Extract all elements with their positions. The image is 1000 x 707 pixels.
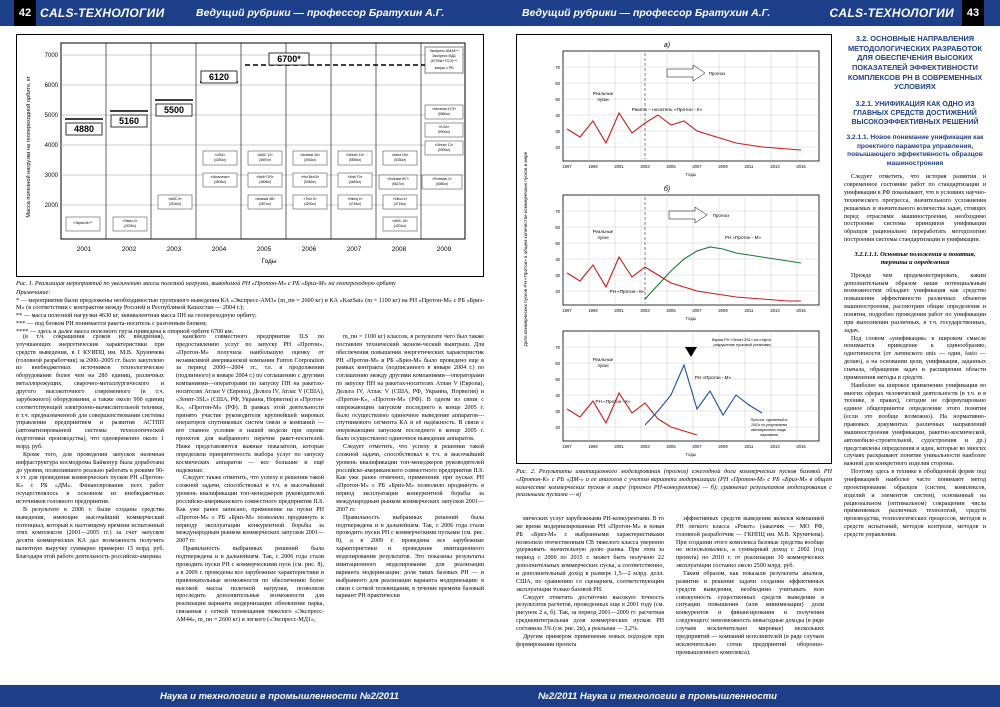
sidebar-p4-text: Наиболее на широкое применение унификации во многих сферах человеческой деятельности (в т.ч. и в технике, в правах), сегодня не сформулировано единое общепринятое определение этого понятия (если это вообще возможно). На нормативно-правовых документах различных направлений машиностроения унификации, ракетно-космической, автомобиле-строительной, судостроения и др.) представлены определения и идеи, которые во многих случаях раскрывают понятие уникальности наиболее важной для конкретного изделия стороны. — [844, 382, 986, 468]
svg-text:60: 60 — [555, 225, 560, 230]
svg-text:«Astra 1M»: «Astra 1M» — [391, 153, 409, 157]
svg-text:2007: 2007 — [346, 246, 362, 253]
svg-text:2015: 2015 — [796, 444, 806, 449]
svg-text:20: 20 — [555, 425, 560, 430]
sidebar-p1-text: Следует отметить, что история развития и современное состояние работ по стандартизации и унификации в РФ показывают, что в условиях научно-технического прогресса, значительного усложнения решаемых и значительного количества задач, стоящих перед отраслями машиностроения, необходимо построение системы принципов унификации образцов рационально переработать методологию построения системы стандартизации и унификации. — [844, 174, 986, 244]
right-column-2 — [676, 516, 824, 676]
sidebar-heading-4: 3.2.1.1.1. Основные положения и понятия, термины и определения — [854, 251, 976, 267]
svg-text:2013: 2013 — [770, 308, 780, 313]
right-col2-p1: эффективных средств выведения являлся компанией РН легкого класса «Рокот» (заказчик — МО РФ, головной разработчик — ГКНПЦ им. М.В. Хруничева). При создании этого комплекса базовые средства вообще не использовались, а суммарный доход с 2002 (год проекта) по 2010 г. от реализации 10 коммерческих эксплуатации составил около 2500 млрд. руб. — [676, 516, 824, 570]
left-col3-p2: Следует отметить, что успеху в решении такой сложной задачи, способствовал в т.ч. и высочайший уровень квалификации топ-менеджеров руководителей российско-американского совместного предприятия ILS. Как уже ранее отмечено, применение при пусках РН «Протон-М» с РБ «Бриз-М» позволило продвинуть в период эксплуатации конкурентной борьбы за международным рынком коммерческих запусков 2001—2007 гг. — [336, 444, 484, 513]
svg-text:«Sirius 4»: «Sirius 4» — [392, 197, 408, 201]
sidebar-heading-2: 3.2.1. УНИФИКАЦИЯ КАК ОДНО ИЗ ГЛАВНЫХ СРЕДСТВ ДОСТИЖЕНИЙ ВЫСОКОЭФФЕКТИВНЫХ РЕШЕНИЙ — [851, 100, 979, 126]
svg-text:(4745кг): (4745кг) — [348, 202, 362, 206]
sidebar-p2-text: Прежде чем продемонстрировать, каким дополнительным образом наши потенциальным возможностям обладает унификация как средство повышения эффективности различных объектов машиностроения, рассмотрим общие определения и понятия, подробно проведения работ по унификации при выполнении различных, в т.ч. государственных, задач. — [844, 272, 986, 334]
svg-text:2004: 2004 — [211, 246, 227, 253]
svg-text:«АМС-9»: «АМС-9» — [168, 197, 182, 201]
svg-text:2001: 2001 — [76, 246, 92, 253]
svg-text:6000: 6000 — [44, 83, 58, 89]
svg-text:2005: 2005 — [666, 308, 676, 313]
svg-text:2001: 2001 — [614, 164, 624, 169]
svg-text:1999: 1999 — [588, 444, 598, 449]
right-page-header — [500, 0, 1000, 26]
svg-text:1999: 1999 — [588, 164, 598, 169]
svg-text:РН «Протон - К»: РН «Протон - К» — [609, 289, 645, 294]
svg-text:2011: 2011 — [744, 444, 754, 449]
svg-text:(5960кг): (5960кг) — [437, 112, 451, 116]
figure-2-chart — [516, 34, 832, 464]
svg-text:Масса полезной нагрузки на гео: Масса полезной нагрузки на геопереходной орбите, кг — [26, 76, 32, 218]
left-column-3 — [336, 334, 484, 674]
svg-text:(4697кг): (4697кг) — [258, 158, 272, 162]
svg-text:2005: 2005 — [666, 164, 676, 169]
svg-text:7000: 7000 — [44, 53, 58, 59]
svg-text:2015: 2015 — [796, 164, 806, 169]
svg-text:70: 70 — [555, 345, 560, 350]
svg-text:(2678кг): (2678кг) — [123, 224, 137, 228]
svg-text:пуски: пуски — [597, 235, 609, 240]
svg-text:а): а) — [663, 42, 671, 49]
sidebar-paragraphs — [844, 273, 986, 540]
svg-text:(4605кг): (4605кг) — [213, 180, 227, 184]
svg-text:4880: 4880 — [73, 124, 95, 134]
figure-1-note-label: Примечание: — [16, 288, 51, 296]
left-running-title: Ведущий рубрики — профессор Братухин А.Г. — [196, 7, 445, 19]
svg-text:50: 50 — [555, 377, 560, 382]
left-col1-p3: В результате в 2006 г. были созданы средства выведения, имеющие высочайший коммерческий потенциал, который к настоящему времени испытанный этих комплексов (2001—2005 гг.) за счет запусков десяти коммерческих КА дал возможность получить валютную выручку суммарно примерно 15 млрд. руб. Благодаря этой работе деятельность российско-америка — [16, 506, 164, 561]
svg-text:60: 60 — [555, 81, 560, 86]
svg-text:(4871кг): (4871кг) — [258, 202, 272, 206]
svg-text:2001г по результатам: 2001г по результатам — [751, 423, 787, 427]
figure-1-chart — [16, 34, 484, 277]
left-col2-p1: канского совместного предприятия ILS по предоставлению услуг по запуску РН «Протон», «Протон-М» получила наибольшую оценку от независимой американской компании Futron Corporation за период 2000—2004 гг., т.е. в продолжении (подлинного) в январе 2004 г.) по соглашению с другими компаниями—операторами по запуску ПН на ракетах-носителях Атлан V (Европа), Дельта IV, Атлас V (США), «Зенит-3SL» (США, РФ, Украина, Норвегия) и «Протон-К», «Протон-М» (РФ). В рамках этой деятельности принято участие руководителя крупнейшей мировых операторов спутниковых систем связи и компаний — вот главное условие в нашей модели при оценке проектов для выбранного перечня ракет-носителей. Ниже представляются важные показатели, которые определяли приоритетность выбора услуг по запуску космических аппаратов — все большие и ещё надежные. — [176, 334, 324, 474]
svg-text:Взрыв РН «Зенит-3SL» на старте: Взрыв РН «Зенит-3SL» на старте, — [711, 338, 773, 342]
sidebar-p3-text: Под словом «унификация» в широком смысле понимается приведение к единообразию, однотипности (от латинского unis — один, fasio — делаю), а на основании цели, унификация, заданных сначала, обращения задач и расширения области применения методы и средств. — [844, 335, 986, 381]
right-footer-label: №2/2011 Наука и технологии в промышленности — [538, 690, 777, 702]
svg-text:1997: 1997 — [562, 308, 572, 313]
right-brand-label: CALS-ТЕХНОЛОГИИ — [829, 6, 954, 20]
svg-text:Доля коммерческих пусков РН «П: Доля коммерческих пусков РН «Протон» в общем количестве коммерческих пусков в мире — [523, 151, 528, 347]
sidebar-section — [844, 34, 986, 540]
svg-text:2003: 2003 — [640, 308, 650, 313]
left-col2-p3: Правильность выбранных решений была подтверждена и в дальнейшем. Так, с 2006 года стали проводить пуски РН с коммерческими пуск (см. рис. 8), а в 2009 г. проведены все зарубежные характеристики и привлекательные возможности по обеспечению более высокой массы полезной нагрузки, позволили проследить дополнительные возможности для реализации варианта модернизации: обновление парка, связанная с сеткой телевещания тяжелого «Экспресс-АМ44», m_пн = 2600 кг) и легкого («Экспресс-МД1», — [176, 546, 324, 623]
svg-text:2015: 2015 — [796, 308, 806, 313]
figure-2-svg — [517, 35, 831, 463]
svg-text:«Arabsat 4B»: «Arabsat 4B» — [255, 197, 275, 201]
figure-1-note-4: **** — здесь и далее масса полезного груза приведена к опорной орбите 6700 км. — [16, 327, 234, 335]
sidebar-heading-1: 3.2. ОСНОВНЫЕ НАПРАВЛЕНИЯ МЕТОДОЛОГИЧЕСКИХ РАЗРАБОТОК ДЛЯ ОБЕСПЕЧЕНИЯ ВЫСОКИХ ПОКАЗАТЕЛЕЙ ЭФФЕКТИВНОСТИ КОМПЛЕКСОВ РН В СОВРЕМЕННЫХ УСЛОВИЯХ — [847, 34, 983, 92]
svg-text:20: 20 — [555, 145, 560, 150]
svg-text:2006: 2006 — [301, 246, 317, 253]
svg-text:5160: 5160 — [118, 116, 140, 126]
svg-text:(4606кг): (4606кг) — [258, 180, 272, 184]
svg-text:2009: 2009 — [718, 308, 728, 313]
svg-text:запуск с РБ: запуск с РБ — [434, 66, 454, 70]
svg-text:«Nimiq 4»: «Nimiq 4» — [347, 197, 363, 201]
svg-text:(4640кг): (4640кг) — [348, 180, 362, 184]
svg-text:(4715кг): (4715кг) — [393, 202, 407, 206]
svg-text:«Directv 12»: «Directv 12» — [434, 143, 454, 147]
figure-2-caption-title: Рис. 2. Результаты имитационного моделирования (прогноз) ежегодной доли коммерческих пусков базовой РН «Протон-К» с РБ «ДМ-» и ее аналогов с учетом варианта модернизации (РН «Протон-М» с РБ «Бриз-М» в общем количестве коммерческих пусков в мире (прогноз РН-конкурентов) — б); сравнение результатов моделирования с реальными пусками — в) — [516, 468, 832, 499]
svg-text:2013: 2013 — [770, 164, 780, 169]
svg-text:50: 50 — [555, 97, 560, 102]
left-col3-p1: m_пн = 1100 кг) классов, в результате чего был также поставлен технический эконом-ческий выигрыш. Для обеспечения повышения энергетических характеристик РН «Протон-М» и РБ «Бриз-М» было проведено еще в рамках контракта (подписанного в январе 2004 г.) по соглашению между другими компаниями—операторами по запуску ПН на ракетах-носителях Атлан V (Европа), Дельта IV, Атлас V (США, РФ, Украина, Норвегия) и «Протон-К», «Протон-М» (РФ). В одном из связи с опережающим запуском последнего в конце 2005 г. было осуществлено одиночное выведение аппаратов—спутникового сегмента КА и её надёжность. В связи с опережающим запуском последнего в конце 2005 г. было осуществлено одиночное выведение аппаратов. — [336, 334, 484, 443]
svg-text:Реальные: Реальные — [592, 229, 614, 234]
svg-text:«Anik F1R»: «Anik F1R» — [256, 175, 274, 179]
svg-text:Годы: Годы — [686, 452, 696, 457]
svg-text:2000: 2000 — [44, 203, 58, 209]
right-col2-p2: Таким образом, как показали результаты анализа, развитие и решение задачи создания эффективных средств выведения, необходимо учитывать всю совокупность существенных средств выведения в ситуации повышения (или минимизации) доли конкурентов и финансирования и получения следующего: невозможность невыгодные доходы (в ряде случаев исключительно мировые) нескольких предприятий — компаний исполнителей (в ряде случаев исключительно сотни предприятий оборонно-промышленного комплекса). — [676, 571, 824, 656]
figure-1-note-1: * — мероприятия были предложены необходимостью группового выведения КА «Экспресс-АМ3» (m_пн = 2600 кг) и КА «KazSat» (m = 1100 кг) на РН «Протон-М» с РБ «Бриз-М» (в соответствии с контрактом между Россией и Республикой Казахстан — 2004 г.); — [16, 296, 485, 312]
svg-text:2005: 2005 — [256, 246, 272, 253]
svg-text:40: 40 — [555, 393, 560, 398]
svg-text:Прогноз: Прогноз — [708, 71, 726, 76]
svg-text:«Hot Bird 8»: «Hot Bird 8» — [300, 175, 320, 179]
svg-text:2001: 2001 — [614, 444, 624, 449]
svg-text:2007: 2007 — [692, 308, 702, 313]
svg-text:Экспресс АМ44*+: Экспресс АМ44*+ — [429, 49, 459, 53]
svg-text:Экспресс МД1: Экспресс МД1 — [432, 54, 456, 58]
figure-2-caption — [516, 468, 832, 499]
svg-text:1997: 1997 — [562, 444, 572, 449]
svg-text:50: 50 — [555, 241, 560, 246]
svg-text:6700*: 6700* — [277, 54, 301, 64]
right-col1-p3: Другим примером применения новых подходов при формировании проекта — [516, 633, 664, 648]
svg-text:(5627кг): (5627кг) — [391, 182, 405, 186]
svg-text:имитационного моде-: имитационного моде- — [750, 428, 788, 432]
right-running-title: Ведущий рубрики — профессор Братухин А.Г. — [522, 7, 771, 19]
left-column-2 — [176, 334, 324, 674]
svg-text:2003: 2003 — [640, 444, 650, 449]
svg-text:б): б) — [663, 186, 671, 193]
svg-text:2009: 2009 — [718, 444, 728, 449]
svg-text:Прогноз, сделанный в: Прогноз, сделанный в — [750, 418, 788, 422]
svg-text:2007: 2007 — [692, 164, 702, 169]
svg-text:4000: 4000 — [44, 143, 58, 149]
svg-text:«Inmarsat 4-F3»: «Inmarsat 4-F3» — [431, 107, 457, 111]
svg-text:40: 40 — [555, 113, 560, 118]
svg-text:РН «Протон - М»: РН «Протон - М» — [694, 375, 732, 380]
left-page-header — [0, 0, 500, 26]
svg-text:20: 20 — [555, 289, 560, 294]
svg-text:2007: 2007 — [692, 444, 702, 449]
svg-text:6120: 6120 — [208, 72, 230, 82]
svg-text:30: 30 — [555, 129, 560, 134]
svg-text:30: 30 — [555, 273, 560, 278]
left-col2-p2: Следует также отметить, что успеху в решении такой сложной задачи, способствовал в т.ч. и высочайший уровень квалификации топ-менеджеров руководителей российско-американского совместного предприятия ILS. Как уже ранее записано, применение на пуски РН «Протон-М» с РБ «Бриз-М» позволило продвинуть к периоду эксплуатации конкурентной борьбы за международным рынком коммерческих запусков 2001—2007 гг. — [176, 475, 324, 545]
svg-text:«Protestar 2»: «Protestar 2» — [432, 177, 452, 181]
svg-text:Годы: Годы — [686, 316, 696, 321]
svg-text:пуски: пуски — [597, 363, 609, 368]
svg-text:70: 70 — [555, 209, 560, 214]
svg-text:(4100кг): (4100кг) — [168, 202, 182, 206]
svg-text:40: 40 — [555, 257, 560, 262]
figure-1-caption — [16, 280, 484, 335]
left-col1-p2: Кроме того, для проведения запусков наземная инфраструктура космодрома Байконур была доработана до уровня, позволившего реально работать в режиме 90-х гг. для проведения коммерческих пусков РН «Протон-К» с РБ «ДМ». Финансирование всех работ осуществлялось в основном из внебюджетных источников головного предприятия. — [16, 451, 164, 506]
figure-1-note-2: ** — масса полезной нагрузки 4630 кг, эквивалентная масса ПН на геопереходную орбиту; — [16, 312, 257, 319]
svg-text:(5900кг): (5900кг) — [437, 148, 451, 152]
svg-text:1997: 1997 — [562, 164, 572, 169]
svg-text:«Amazonas»: «Amazonas» — [210, 175, 230, 179]
left-col3-p3: Правильность выбранных решений была подтверждена и в дальнейшем. Так, с 2006 года стали проводить пуски РН с коммерческими пусками (см. рис. 8), а в 2009 г. проведены все зарубежные характеристики и проведение имитационного моделирования результатов. Это показаны результаты имитационного моделирования для реализации варианта модернизации: доля таких базовых РН — и выбранного для реализации варианта модернизации: в связи с сеткой телевещания, в течение времени базовый вариант РН практически — [336, 514, 484, 600]
figure-1-caption-title: Рис. 1. Реализация мероприятий по увеличению массы полезной нагрузки, выводимой РН «Протон-М» с РБ «Бриз-М» на геопереходную орбиту — [16, 280, 396, 287]
svg-text:«Arabsat 4A»: «Arabsat 4A» — [300, 153, 320, 157]
svg-text:«Anik F3»: «Anik F3» — [347, 175, 363, 179]
left-footer-label: Наука и технологии в промышленности №2/2011 — [160, 690, 399, 702]
svg-text:2003: 2003 — [166, 246, 182, 253]
right-page-footer — [500, 685, 1000, 707]
svg-text:(4200кг): (4200кг) — [303, 202, 317, 206]
svg-text:(5346кг): (5346кг) — [303, 180, 317, 184]
svg-text:Прогноз: Прогноз — [712, 213, 730, 218]
svg-text:5500: 5500 — [163, 105, 185, 115]
svg-text:(5080кг): (5080кг) — [435, 182, 449, 186]
svg-text:«Ямал-2»: «Ямал-2» — [122, 219, 138, 223]
svg-text:5000: 5000 — [44, 113, 58, 119]
svg-text:(5893кг): (5893кг) — [348, 158, 362, 162]
svg-text:70: 70 — [555, 65, 560, 70]
svg-text:«USA»: «USA» — [214, 153, 226, 157]
svg-text:2013: 2013 — [770, 444, 780, 449]
right-page-number: 43 — [962, 0, 984, 26]
svg-text:лирования: лирования — [760, 433, 778, 437]
svg-text:1999: 1999 — [588, 308, 598, 313]
sidebar-p5-text: Поэтому здесь в технике в обобщенной форме под унификацией наиболее часто понимают метод проектирования образцов (систем, комплексов, изделий и элементов систем), основанный на рациональном (оптимальном) сокращении числа применяемых различных технологий, средств производства, технологических процессов, методов и средств испытаний, методов контроля, методов и средств управления. — [844, 469, 986, 539]
figure-1-svg — [17, 35, 483, 276]
svg-text:разрушение пусковой установки: разрушение пусковой установки — [713, 343, 771, 347]
sidebar-paragraph-1 — [844, 174, 986, 245]
svg-text:«Directv 10»: «Directv 10» — [345, 153, 365, 157]
svg-text:«АМС-12»: «АМС-12» — [257, 153, 273, 157]
svg-text:2005: 2005 — [666, 444, 676, 449]
left-page-footer — [0, 685, 500, 707]
svg-text:пуски: пуски — [597, 97, 609, 102]
svg-text:2009: 2009 — [436, 246, 452, 253]
right-col1-p1: мических услуг зарубежными РН-конкурентами. В то же время модернизированная РН «Протон-М» и новая РБ «Бриз-М» с выбранными характеристиками позволило отечественным СВ тяжелого класса уверенно удерживать значительную долю рынка. При этом за период с 2000 по 2015 г. может быть получено 22 дополнительных коммерческих пуска, а соответственно, и дополнительный доход в размере 1,5—2 млрд. долл. США, по сравнению со сценарием, соответствующим эксплуатации только базовой РН. — [516, 516, 664, 593]
svg-text:Реальные: Реальные — [592, 357, 614, 362]
svg-text:«Eutelsat W7»: «Eutelsat W7» — [387, 177, 409, 181]
svg-text:РН «Протон - М»: РН «Протон - М» — [724, 235, 762, 240]
svg-text:Годы: Годы — [261, 258, 277, 265]
svg-text:(5700кг+ГСО)***: (5700кг+ГСО)*** — [430, 59, 458, 63]
svg-text:«Thor 5»: «Thor 5» — [303, 197, 317, 201]
svg-text:РН «Протон - К»: РН «Протон - К» — [595, 399, 631, 404]
figure-1-note-3: *** — под блоком РН понимается ракета-носитель с разгонным блоком; — [16, 319, 207, 327]
svg-text:2011: 2011 — [744, 308, 754, 313]
svg-text:(4201кг): (4201кг) — [393, 224, 407, 228]
svg-text:«Экран-М»**: «Экран-М»** — [73, 221, 93, 225]
left-col1-p1: (в т.ч. сокращения сроков их внедрения), улучшающих энергетические характеристики при средств выведения, в І КУИПЦ им. М.В. Хруничева (головной разработчик) за 2000–2005 гг. было закуплено из внебюджетных источников технологическое оборудование более чем на 280 единиц, различных металлорежущих, сварочно-металлургического и другого высокоточного современного (в т.ч. зарубежного) оборудования, а также около 900 единиц соответствующей электронно-вычислительной техники, в т.ч. предназначенной для совершенствования системы управления предприятием и развития АСТПП (автоматизированной системы технологической подготовки производства), что одновременно около 1 млрд. руб. — [16, 334, 164, 451]
svg-text:(4250кг): (4250кг) — [213, 158, 227, 162]
svg-text:30: 30 — [555, 409, 560, 414]
svg-text:(5330кг): (5330кг) — [393, 158, 407, 162]
svg-text:Ракета – носитель «Протон - К»: Ракета – носитель «Протон - К» — [631, 108, 703, 113]
sidebar-heading-3: 3.2.1.1. Новое понимание унификации как проектного параметра управления, повышающего эффективность образцов машиностроения — [846, 134, 984, 167]
svg-text:2001: 2001 — [614, 308, 624, 313]
right-column-1 — [516, 516, 664, 676]
left-page-number: 42 — [14, 0, 36, 26]
svg-text:«KOA»: «KOA» — [438, 125, 450, 129]
left-column-1 — [16, 334, 164, 674]
right-col1-p2: Следует отметить достаточно высокую точность результатов расчетов, проведенных еще в 2001 году (см. рисунок 2 а, б). Так, за период 2001—2009 гг. расчетная среднеинтегральная доля коммерческих пусков РН составила 3% (см. рис. 2в), а реальная — 3,2%. — [516, 594, 664, 633]
right-page — [500, 0, 1000, 707]
svg-text:(5900кг): (5900кг) — [437, 130, 451, 134]
svg-text:60: 60 — [555, 361, 560, 366]
svg-text:«АМС-16»: «АМС-16» — [392, 219, 408, 223]
svg-text:2008: 2008 — [391, 246, 407, 253]
svg-text:2002: 2002 — [121, 246, 137, 253]
svg-text:2009: 2009 — [718, 164, 728, 169]
svg-text:(4916кг): (4916кг) — [303, 158, 317, 162]
left-brand-label: CALS-ТЕХНОЛОГИИ — [40, 6, 165, 20]
svg-text:Годы: Годы — [686, 172, 696, 177]
svg-text:2003: 2003 — [640, 164, 650, 169]
svg-text:Реальные: Реальные — [592, 91, 614, 96]
svg-text:2011: 2011 — [744, 164, 754, 169]
svg-text:3000: 3000 — [44, 173, 58, 179]
